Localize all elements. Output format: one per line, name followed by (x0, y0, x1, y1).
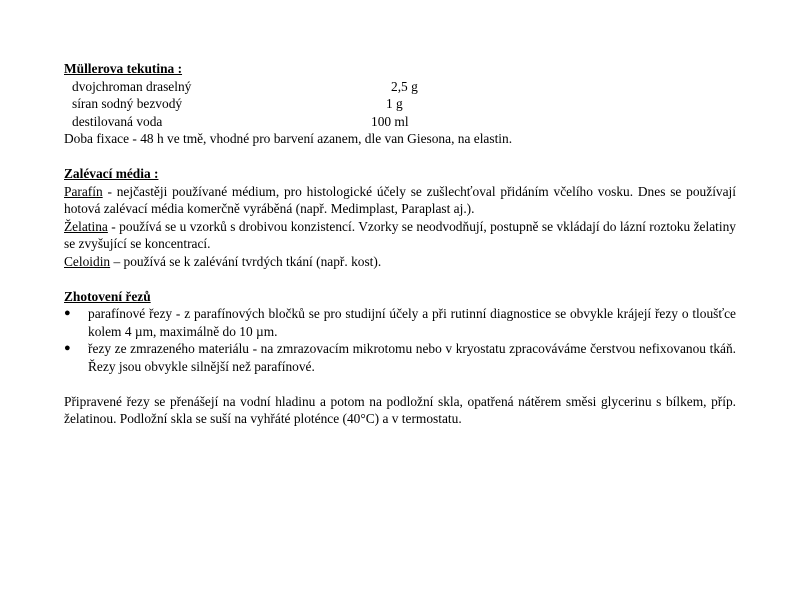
document-page (64, 60, 736, 428)
gelatin-paragraph (64, 218, 736, 253)
paraffin-text: - nejčastěji používané médium, pro histologické účely se zušlechťoval přidáním včelího vosku. Dnes se používají hotová zalévací média komerčně vyráběná (např. Medimplast, Paraplast aj.). (64, 183, 736, 216)
muller-heading: Müllerova tekutina : (64, 61, 183, 76)
paraffin-term: Parafín (64, 183, 103, 199)
recipe-item-amount: 100 ml (371, 113, 409, 129)
fixation-note: Doba fixace - 48 h ve tmě, vhodné pro barvení azanem, dle van Giesona, na elastin. (64, 131, 513, 146)
sections-heading: Zhotovení řezů (64, 288, 151, 304)
recipe-item-name: síran sodný bezvodý (72, 96, 183, 111)
spacer (64, 148, 736, 166)
spacer (64, 375, 736, 393)
celloidin-text: – používá se k zalévání tvrdých tkání (např. kost). (110, 253, 382, 269)
media-heading: Zalévací média : (64, 166, 159, 181)
sections-bullet-list (64, 305, 736, 375)
recipe-row (64, 95, 736, 113)
list-item (64, 305, 736, 340)
gelatin-text: - používá se u vzorků s drobivou konzistencí. Vzorky se neodvodňují, postupně se vkládají do lázní roztoku želatiny se zvyšující se koncentrací. (64, 218, 736, 251)
recipe-item-amount: 2,5 g (391, 78, 418, 94)
recipe-item-amount: 1 g (386, 96, 403, 111)
paraffin-paragraph (64, 183, 736, 218)
gelatin-term: Želatina (64, 218, 108, 234)
recipe-row (64, 78, 736, 96)
closing-paragraph: Připravené řezy se přenášejí na vodní hladinu a potom na podložní skla, opatřená nátěrem směsi glycerinu s bílkem, příp. želatinou. Podložní skla se suší na vyhřáté ploténce (40°C) a v termostatu. (64, 393, 736, 426)
recipe-item-name: destilovaná voda (72, 113, 163, 129)
bullet-icon: ● (64, 307, 71, 319)
recipe-item-name: dvojchroman draselný (72, 78, 192, 94)
bullet-text: řezy ze zmrazeného materiálu - na zmrazovacím mikrotomu nebo v kryostatu zpracováváme čerstvou nefixovanou tkáň. Řezy jsou obvykle silnější než parafínové. (88, 341, 736, 374)
celloidin-paragraph (64, 253, 736, 271)
bullet-icon: ● (64, 342, 71, 354)
spacer (64, 270, 736, 288)
bullet-text: parafínové řezy - z parafínových bločků se pro studijní účely a při rutinní diagnostice se obvykle krájejí řezy o tloušťce kolem 4 µm, maximálně do 10 µm. (88, 306, 736, 339)
list-item (64, 340, 736, 375)
celloidin-term: Celoidin (64, 253, 111, 269)
recipe-row (64, 113, 736, 131)
